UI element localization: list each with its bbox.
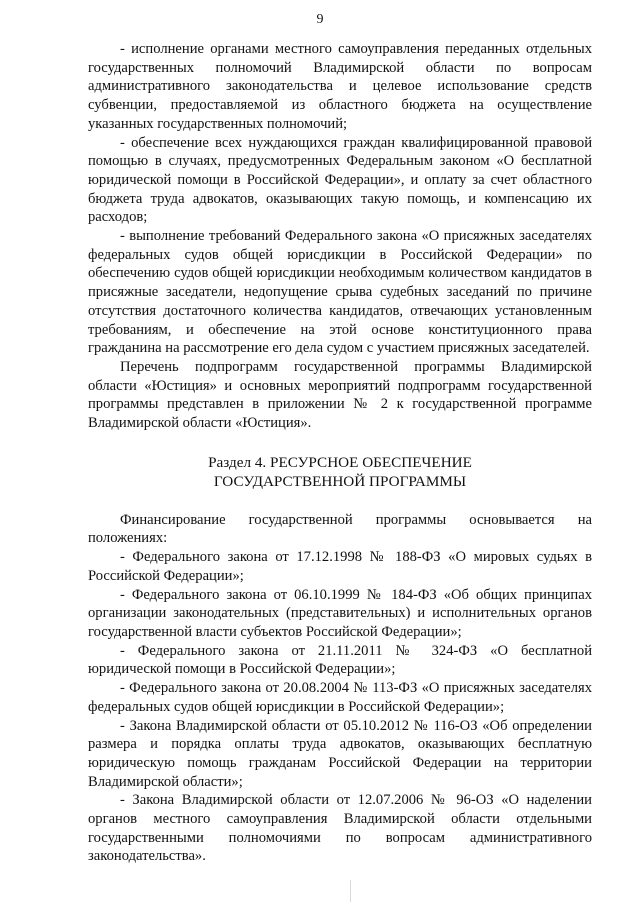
paragraph-legal-aid: - обеспечение всех нуждающихся граждан квалифицированной правовой помощью в случаях, предусмотренных Федеральным законом «О бесплатной юридической помощи в Российской Федерации», и оплату за счет областного бюджета труда адвокатов, оказывающих такую помощь, и компенсацию их расходов; [88,134,592,226]
paragraph-law-188: - Федерального закона от 17.12.1998 № 188-ФЗ «О мировых судьях в Российской Федерации»; [88,549,592,584]
paragraph-financing-basis: Финансирование государственной программы основывается на положениях: [88,511,592,547]
spacer [88,491,592,511]
paragraph-subprograms-list: Перечень подпрограмм государственной программы Владимирской области «Юстиция» и основных мероприятий подпрограмм государственной программы представлен в приложении № 2 к государственной программе Владимирской области «Юстиция». [88,358,592,432]
paragraph-regional-law-116: - Закона Владимирской области от 05.10.2012 № 116-ОЗ «Об определении размера и порядка оплаты труда адвокатов, оказывающих бесплатную юридическую помощь гражданам Российской Федерации на территории Владимирской области»; [88,717,592,790]
page-number: 9 [316,12,324,27]
paragraph-law-184: - Федерального закона от 06.10.1999 № 184-ФЗ «Об общих принципах организации законодательных (представительных) и исполнительных органов государственной власти субъектов Российской Федерации»; [88,586,592,640]
section-heading-line-1: Раздел 4. РЕСУРСНОЕ ОБЕСПЕЧЕНИЕ [208,453,472,471]
paragraph-jurors: - выполнение требований Федерального закона «О присяжных заседателях федеральных судов общей юрисдикции в Российской Федерации» по обеспечению судов общей юрисдикции необходимым количеством кандидатов в присяжные заседатели, недопущение срыва судебных заседаний по причине отсутствия достаточного количества кандидатов, отвечающих установленным требованиям, и обеспечение на этой основе конституционного права гражданина на рассмотрение его дела судом с участием присяжных заседателей. [88,228,592,357]
paragraph-regional-law-96: - Закона Владимирской области от 12.07.2006 № 96-ОЗ «О наделении органов местного самоуправления Владимирской области отдельными государственными полномочиями по вопросам административного законодательства». [88,792,592,865]
paragraph-law-113: - Федерального закона от 20.08.2004 № 113-ФЗ «О присяжных заседателях федеральных судов общей юрисдикции в Российской Федерации»; [88,680,592,715]
spacer [88,433,592,453]
paragraph-law-324: - Федерального закона от 21.11.2011 № 324-ФЗ «О бесплатной юридической помощи в Российской Федерации»; [88,642,592,678]
paragraph-admin-legislation: - исполнение органами местного самоуправления переданных отдельных государственных полномочий Владимирской области по вопросам административного законодательства и целевое использование средств субвенции, предоставляемой из областного бюджета на осуществление указанных государственных полномочий; [88,41,592,132]
document-body [88,40,592,866]
scan-mark [350,880,351,902]
section-heading-line-2: ГОСУДАРСТВЕННОЙ ПРОГРАММЫ [213,472,467,490]
